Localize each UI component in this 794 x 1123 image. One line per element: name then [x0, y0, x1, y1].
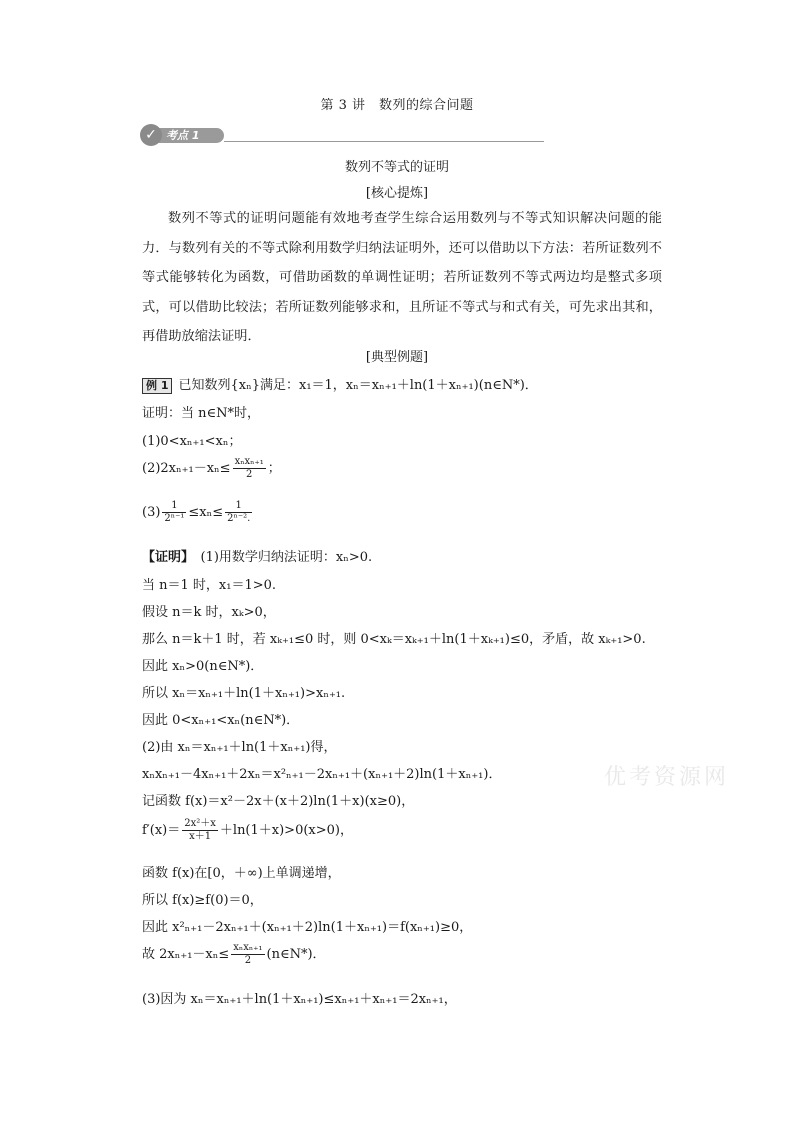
example-statement: 已知数列{xₙ}满足：x₁＝1，xₙ＝xₙ₊₁＋ln(1＋xₙ₊₁)(n∈N*)．: [178, 378, 538, 393]
item-3-fraction-1: [162, 500, 186, 525]
proof-line-11-left: f′(x)＝: [142, 823, 181, 838]
conclusion-numerator: xₙxₙ₊₁: [233, 942, 263, 953]
item-2-numerator: xₙxₙ₊₁: [234, 456, 264, 467]
proof-line-15-left: 故 2xₙ₊₁－xₙ≤: [142, 947, 230, 962]
example-statement-line: [142, 374, 538, 394]
topic-badge: [140, 124, 560, 146]
conclusion-denominator: 2: [244, 955, 252, 966]
proof-line-1: [142, 546, 372, 565]
proof-line-11-right: ＋ln(1＋x)>0(x>0)，: [219, 823, 353, 838]
item-3-f1-den: 2ⁿ⁻¹: [164, 513, 185, 524]
proof-line-16: (3)因为 xₙ＝xₙ₊₁＋ln(1＋xₙ₊₁)≤xₙ₊₁＋xₙ₊₁＝2xₙ₊₁，: [142, 992, 457, 1007]
proof-line-8: (2)由 xₙ＝xₙ₊₁＋ln(1＋xₙ₊₁)得，: [142, 740, 337, 755]
item-2-fraction: [233, 456, 266, 481]
item-3-f2-num: 1: [225, 500, 252, 513]
proof-label: 【证明】: [142, 550, 188, 565]
proof-line-15-right: (n∈N*)．: [266, 947, 326, 962]
item-3-f2-den: 2ⁿ⁻².: [227, 513, 251, 524]
item-3-f1-num: 1: [162, 500, 186, 513]
proof-line-14: 因此 x²ₙ₊₁－2xₙ₊₁＋(xₙ₊₁＋2)ln(1＋xₙ₊₁)＝f(xₙ₊₁)≥0，: [142, 920, 473, 935]
check-circle-icon: ✓: [140, 124, 162, 146]
core-heading: [核心提炼]: [365, 186, 429, 201]
prove-intro: 证明：当 n∈N*时，: [142, 406, 261, 421]
watermark: 优考资源网: [604, 765, 730, 790]
proof-line-6: 所以 xₙ＝xₙ₊₁＋ln(1＋xₙ₊₁)>xₙ₊₁.: [142, 686, 346, 701]
example-heading: [典型例题]: [365, 350, 429, 365]
badge-divider: [224, 141, 544, 142]
proof-line-1-text: (1)用数学归纳法证明：xₙ>0.: [187, 550, 373, 565]
item-2: [142, 456, 281, 481]
derivative-denominator: x＋1: [189, 831, 212, 842]
lecture-title: 第 3 讲 数列的综合问题: [320, 98, 474, 113]
item-3-fraction-2: [225, 500, 252, 525]
derivative-numerator: 2x²＋x: [184, 818, 216, 829]
proof-line-15: [142, 942, 326, 967]
proof-line-10: 记函数 f(x)＝x²－2x＋(x＋2)ln(1＋x)(x≥0)，: [142, 794, 415, 809]
item-3: [142, 500, 254, 525]
example-badge: 例 1: [142, 378, 172, 394]
derivative-fraction: [182, 818, 218, 843]
proof-line-4: 那么 n＝k＋1 时，若 xₖ₊₁≤0 时，则 0<xₖ＝xₖ₊₁＋ln(1＋xₖ₊₁)≤0，矛盾，故 xₖ₊₁>0.: [142, 632, 646, 647]
conclusion-fraction: [231, 942, 264, 967]
proof-line-5: 因此 xₙ>0(n∈N*)．: [142, 659, 264, 674]
item-2-left: (2)2xₙ₊₁－xₙ≤: [142, 461, 231, 476]
proof-line-12: 函数 f(x)在[0，＋∞)上单调递增，: [142, 866, 341, 881]
proof-line-7: 因此 0<xₙ₊₁<xₙ(n∈N*)．: [142, 713, 300, 728]
core-paragraph: 数列不等式的证明问题能有效地考查学生综合运用数列与不等式知识解决问题的能力．与数列有关的不等式除利用数学归纳法证明外，还可以借助以下方法：若所证数列不等式能够转化为函数，可借助函数的单调性证明；若所证数列不等式两边均是整式多项式，可以借助比较法；若所证数列能够求和，且所证不等式与和式有关，可先求出其和，再借助放缩法证明．: [142, 211, 662, 344]
item-1: (1)0<xₙ₊₁<xₙ；: [142, 434, 242, 449]
proof-line-13: 所以 f(x)≥f(0)＝0，: [142, 893, 263, 908]
proof-line-3: 假设 n＝k 时，xₖ>0，: [142, 605, 276, 620]
badge-label: 考点 1: [166, 129, 200, 142]
item-2-denominator: 2: [246, 469, 253, 480]
proof-line-2: 当 n＝1 时，x₁＝1>0.: [142, 578, 277, 593]
item-2-end: ；: [267, 461, 281, 476]
proof-line-9: xₙxₙ₊₁－4xₙ₊₁＋2xₙ＝x²ₙ₊₁－2xₙ₊₁＋(xₙ₊₁＋2)ln(1＋xₙ₊₁)．: [142, 767, 502, 782]
item-3-mid: ≤xₙ≤: [188, 505, 224, 520]
section-title: 数列不等式的证明: [344, 160, 449, 175]
item-3-left: (3): [142, 505, 161, 520]
proof-line-11: [142, 818, 353, 843]
